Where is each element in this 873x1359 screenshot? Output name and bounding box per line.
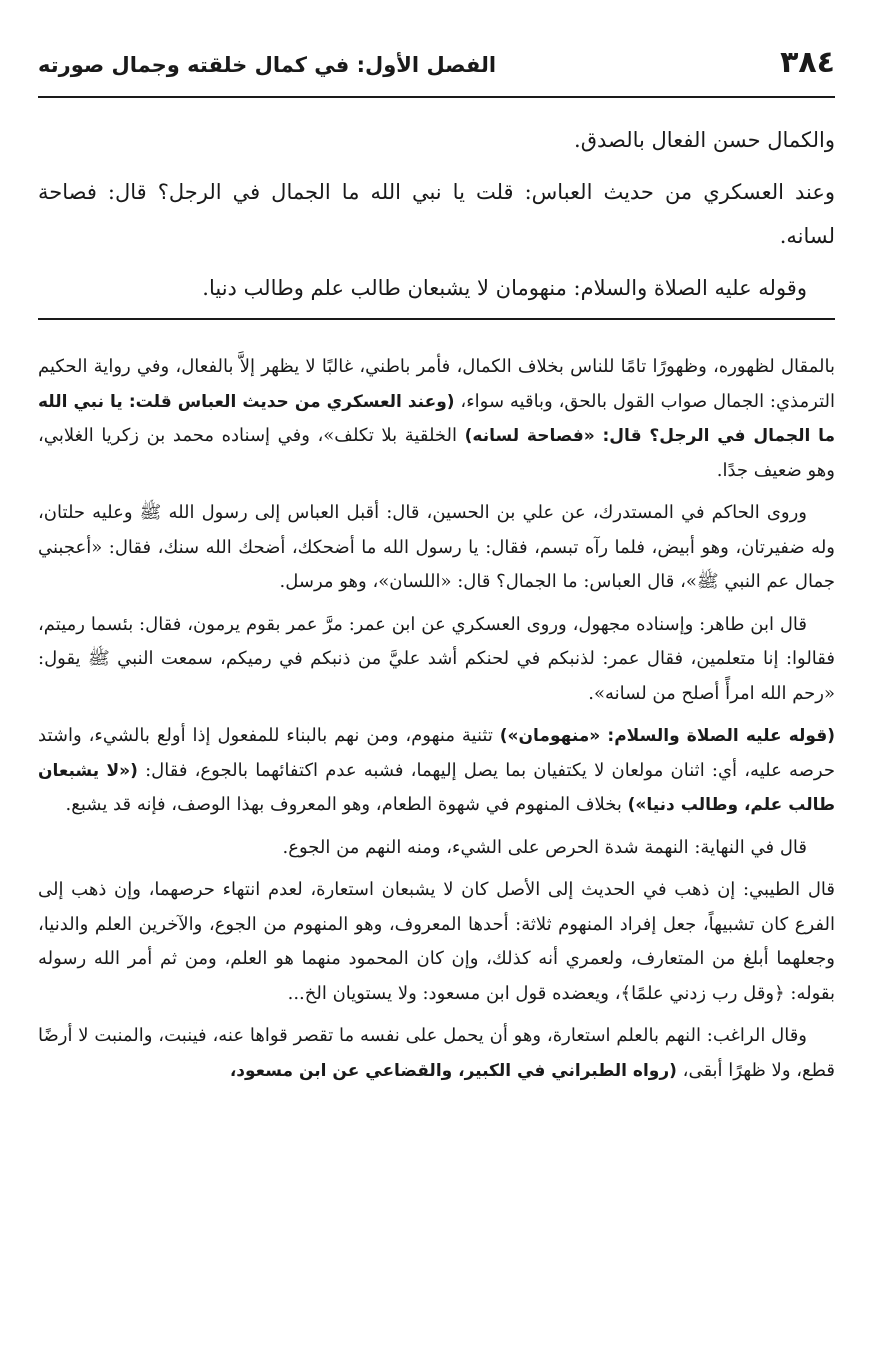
- page-header: [38, 44, 835, 96]
- commentary-paragraph: [38, 719, 835, 823]
- commentary-section: [38, 350, 835, 1096]
- commentary-text: بالمقال لظهوره، وظهورًا تامًا للناس بخلاف الكمال، فأمر باطني، غالبًا لا يظهر إلاَّ بالفعال، وفي رواية الحكيم الترمذي: الجمال صواب القول بالحق، وباقيه سواء،: [38, 356, 835, 412]
- commentary-paragraph: قال ابن طاهر: وإسناده مجهول، وروى العسكري عن ابن عمر: مرَّ عمر بقوم يرمون، فقال: بئسما رميتم، فقالوا: إنا متعلمين، فقال عمر: لذنبكم في لحنكم أشد عليَّ من ذنبكم في رميكم، سمعت النبي ﷺ يقول: «رحم الله امرأً أصلح من لسانه».: [38, 613, 835, 704]
- bold-quote: («لا يشبعان طالب علم، وطالب دنيا»): [38, 760, 835, 815]
- header-rule: [38, 96, 835, 98]
- commentary-paragraph: قال في النهاية: النهمة شدة الحرص على الشيء، ومنه النهم من الجوع.: [282, 836, 807, 858]
- commentary-text: وقال الراغب: النهم بالعلم استعارة، وهو أن يحمل على نفسه ما تقصر قواها عنه، فينبت، والمنبت لا أرضًا قطع، ولا ظهرًا أبقى،: [38, 1025, 835, 1081]
- bold-quote: (رواه الطبراني في الكبير، والقضاعي عن ابن مسعود،: [229, 1060, 677, 1081]
- matn-line: وقوله عليه الصلاة والسلام: منهومان لا يشبعان طالب علم وطالب دنيا.: [202, 276, 807, 300]
- bold-quote: (قوله عليه الصلاة والسلام: «منهومان»): [499, 726, 835, 746]
- commentary-paragraph: قال الطيبي: إن ذهب في الحديث إلى الأصل كان لا يشبعان استعارة، لعدم انتهاء حرصهما، وإن ذهب إلى الفرع كان تشبيهاً، جعل إفراد المنهوم ثلاثة: أحدها المعروف، وهو المنهوم من الجوع، والآخرين العلم والدنيا، وجعلهما أبلغ من المتعارف، ولعمري أنه كذلك، وإن كان المحمود منهما هو العلم، ومن ثم أمر الله رسوله بقوله: ﴿وقل رب زدني علمًا﴾، ويعضده قول ابن مسعود: ولا يستويان الخ...: [38, 879, 835, 1004]
- commentary-paragraph: [38, 350, 835, 488]
- section-divider: [38, 318, 835, 320]
- running-title: الفصل الأول: في كمال خلقته وجمال صورته: [38, 53, 497, 77]
- commentary-paragraph: [38, 1019, 835, 1088]
- matn-line: وعند العسكري من حديث العباس: قلت يا نبي الله ما الجمال في الرجل؟ قال: فصاحة لسانه.: [38, 180, 835, 248]
- matn-line: والكمال حسن الفعال بالصدق.: [574, 128, 835, 152]
- commentary-text: تثنية منهوم، ومن نهم بالبناء للمفعول إذا أولع بالشيء، واشتد حرصه عليه، أي: اثنان مولعان لا يكتفيان بما يصل إليهما، فشبه عدم اكتفائهما بالجوع، فقال:: [38, 725, 835, 781]
- commentary-paragraph: وروى الحاكم في المستدرك، عن علي بن الحسين، قال: أقبل العباس إلى رسول الله ﷺ وعليه حلتان، وله ضفيرتان، وهو أبيض، فلما رآه تبسم، فقال: يا رسول الله ما أضحكك، أضحك الله سنك، فقال: «أعجبني جمال عم النبي ﷺ»، قال العباس: ما الجمال؟ قال: «اللسان»، وهو مرسل.: [38, 502, 835, 592]
- page-number: ٣٨٤: [780, 45, 835, 80]
- commentary-text: الخلقية بلا تكلف»، وفي إسناده محمد بن زكريا الغلابي، وهو ضعيف جدًا.: [38, 425, 835, 481]
- bold-quote: (وعند العسكري من حديث العباس قلت: يا نبي الله ما الجمال في الرجل؟ قال: «فصاحة لسانه): [38, 391, 835, 446]
- commentary-text: بخلاف المنهوم في شهوة الطعام، وهو المعروف بهذا الوصف، فإنه قد يشبع.: [65, 794, 628, 815]
- matn-section: [38, 118, 835, 318]
